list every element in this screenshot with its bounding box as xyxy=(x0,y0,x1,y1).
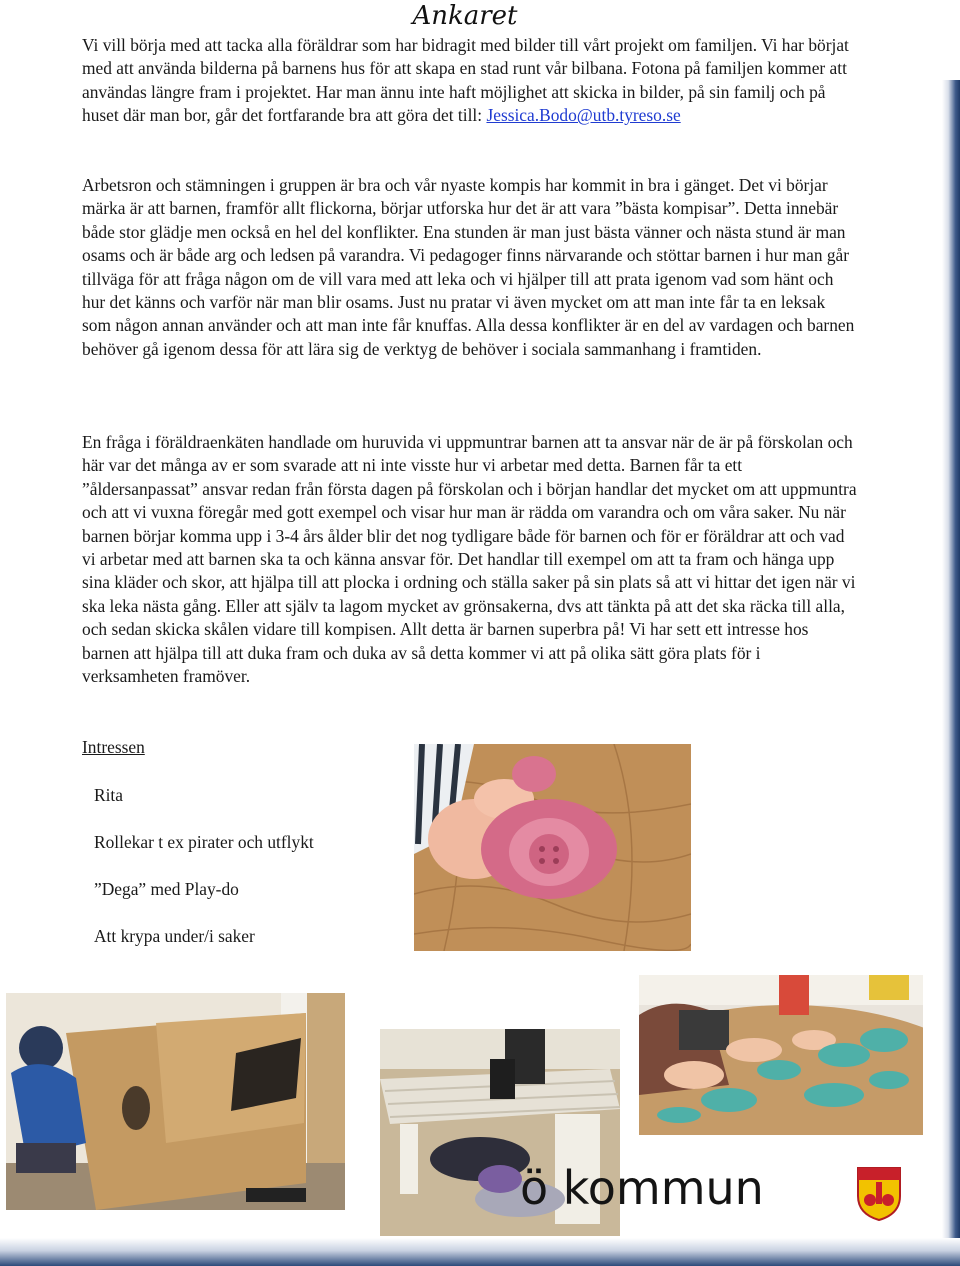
interest-item: ”Dega” med Play-do xyxy=(94,879,239,899)
green-playdough-photo xyxy=(639,975,923,1135)
newsletter-title: Ankaret xyxy=(412,1,518,31)
interest-item: Rita xyxy=(94,785,123,805)
responsibility-paragraph: En fråga i föräldraenkäten handlade om huruvida vi uppmuntrar barnen att ta ansvar när de är på förskolan och här var det många av er som svarade att ni inte visste hur vi arbetar med detta. Barnen får ta ett ”åldersanpassat” ansvar redan från första dagen på förskolan och i början handlar det mycket om att uppmuntra och att vi vuxna föregår med gott exempel och visar hur man är rädda om varandra och om våra saker. Nu när barnen börjar komma upp i 3-4 års ålder blir det nog tydligare både för barnen och för er föräldrar att och vad vi arbetar med att barnen ska ta och känna ansvar för. Det handlar till exempel om att ta fram och hänga upp sina kläder och skor, att hjälpa till att plocka i ordning och ställa saker på sin plats så att vi hittar det igen när vi ska leka nästa gång. Eller att själv ta lagom mycket av grönsakerna, dvs att tänkta på att det ska räcka till alla, och sedan skicka skålen vidare till kompisen. Allt detta är barnen superbra på! Vi har sett ett intresse hos barnen att hjälpa till att duka fram och duka av så detta kommer vi att på olika sätt göra plats för i verksamheten framöver. xyxy=(82,432,857,687)
intro-paragraph xyxy=(82,34,858,128)
intro-text: Vi vill börja med att tacka alla föräldrar som har bidragit med bilder till vårt projekt om familjen. Vi har börjat med att använda bilderna på barnens hus för att skapa en stad runt vår bilbana. Fotona på familjen kommer att användas längre fram i projektet. Har man ännu inte haft möjlighet att skicka in bilder, på sin familj och på huset där man bor, går det fortfarande bra att göra det till: xyxy=(82,35,849,126)
page-frame-bottom xyxy=(0,1238,960,1266)
municipality-logo-text: ö kommun xyxy=(520,1161,764,1215)
playdough-flower-photo xyxy=(414,744,691,951)
interest-item: Rollekar t ex pirater och utflykt xyxy=(94,832,314,852)
coat-of-arms-icon xyxy=(856,1166,902,1222)
email-link[interactable]: Jessica.Bodo@utb.tyreso.se xyxy=(486,105,681,126)
interest-item: Att krypa under/i saker xyxy=(94,926,255,946)
interests-heading: Intressen xyxy=(82,737,145,757)
cardboard-house-photo xyxy=(6,993,345,1210)
group-mood-paragraph: Arbetsron och stämningen i gruppen är bra och vår nyaste kompis har kommit in bra i gänget. Det vi börjar märka är att barnen, framför allt flickorna, börjar utforska hur det är att vara ”bästa kompisar”. Detta innebär både stor glädje men också en hel del konflikter. Ena stunden är man just bästa vänner och nästa stund är man osams och är både arg och ledsen på varandra. Vi pedagoger finns närvarande och stöttar barnen i hur man går tillväga för att fråga någon om de vill vara med att leka och vi hjälper till att prata igenom vad som hänt och hur det känns och varför när man blir osams. Just nu pratar vi även mycket om att man inte får ta en leksak som någon annan använder och att man inte får knuffas. Alla dessa konflikter är en del av vardagen och barnen behöver gå igenom dessa för att lära sig de verktyg de behöver i sociala sammanhang i framtiden. xyxy=(82,175,855,359)
page-frame-right xyxy=(942,80,960,1266)
